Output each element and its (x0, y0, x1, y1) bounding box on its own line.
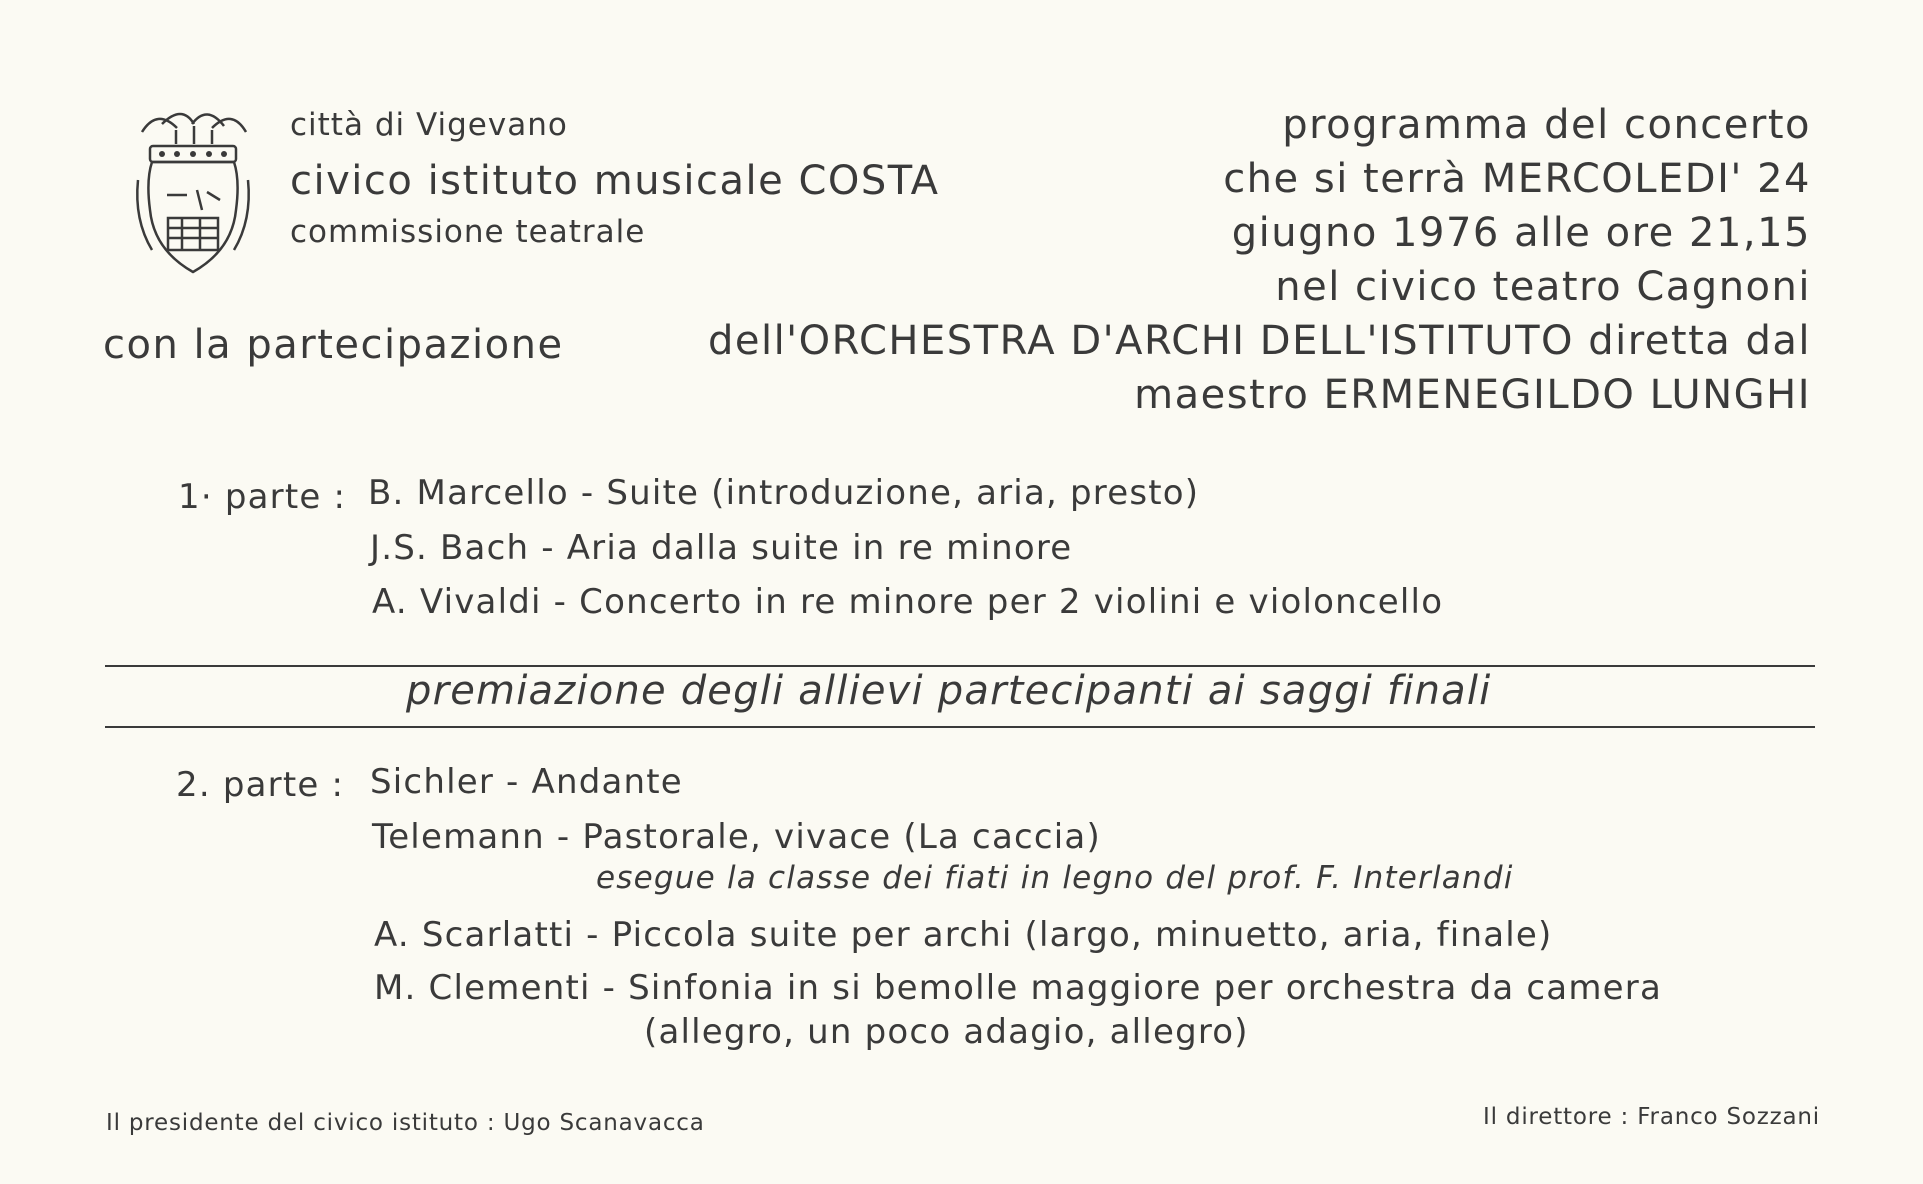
president-signature: Il presidente del civico istituto : Ugo Scanavacca (106, 1110, 705, 1136)
programme-line-1: programma del concerto (1282, 102, 1811, 148)
part2-telemann-note: esegue la classe dei fiati in legno del prof. F. Interlandi (596, 860, 1514, 896)
part2-item-clementi: M. Clementi - Sinfonia in si bemolle maggiore per orchestra da camera (374, 968, 1662, 1008)
part2-item-sichler: Sichler - Andante (370, 762, 683, 802)
divider-bottom (105, 726, 1815, 728)
programme-line-3: giugno 1976 alle ore 21,15 (1231, 210, 1811, 256)
director-signature: Il direttore : Franco Sozzani (1483, 1104, 1820, 1130)
part1-item-marcello: B. Marcello - Suite (introduzione, aria, presto) (368, 473, 1200, 513)
part2-item-telemann: Telemann - Pastorale, vivace (La caccia) (372, 817, 1101, 857)
programme-line-4: nel civico teatro Cagnoni (1275, 264, 1811, 310)
part1-label: 1· parte : (178, 477, 347, 517)
city-crest-icon (132, 100, 254, 282)
city-name: città di Vigevano (290, 107, 568, 143)
participation-intro: con la partecipazione (103, 322, 564, 368)
part2-item-scarlatti: A. Scarlatti - Piccola suite per archi (largo, minuetto, aria, finale) (374, 915, 1553, 955)
institute-name: civico istituto musicale COSTA (290, 158, 940, 204)
divider-top (105, 665, 1815, 667)
part2-clementi-movements: (allegro, un poco adagio, allegro) (644, 1012, 1249, 1052)
award-ceremony: premiazione degli allievi partecipanti ai saggi finali (406, 668, 1492, 714)
programme-line-2: che si terrà MERCOLEDI' 24 (1223, 156, 1811, 202)
orchestra-line: dell'ORCHESTRA D'ARCHI DELL'ISTITUTO diretta dal (707, 318, 1811, 364)
commission-name: commissione teatrale (290, 214, 646, 250)
part2-label: 2. parte : (176, 765, 345, 805)
part1-item-bach: J.S. Bach - Aria dalla suite in re minore (370, 528, 1073, 568)
part1-item-vivaldi: A. Vivaldi - Concerto in re minore per 2 violini e violoncello (372, 582, 1444, 622)
conductor-line: maestro ERMENEGILDO LUNGHI (1134, 372, 1811, 418)
